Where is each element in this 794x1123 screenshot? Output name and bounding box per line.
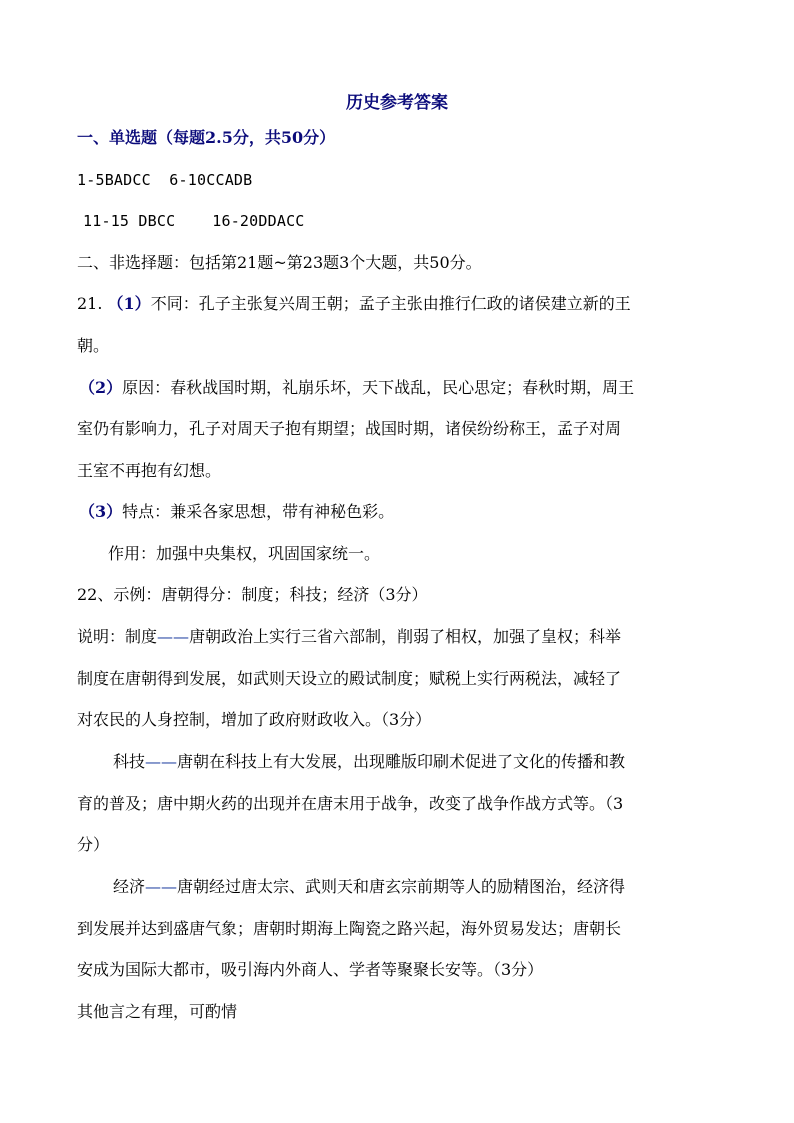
q22-dash-1: —— [157,627,190,646]
q22-tech-label: 科技 [113,752,146,771]
answers-row-1-text: 1-5BADCC 6-10CCADB [77,171,253,189]
q22-economy-text: 唐朝经过唐太宗、武则天和唐玄宗前期等人的励精图治，经济得 [177,877,626,896]
q21-part2-text: 原因：春秋战国时期，礼崩乐坏，天下战乱，民心思定；春秋时期，周王 [122,378,635,397]
q22-economy-label: 经济 [113,877,146,896]
q21-part1 [77,294,631,314]
q21-part3-mark: （3） [79,502,123,521]
q22-explanation-line3: 对农民的人身控制，增加了政府财政收入。（3分） [77,710,432,729]
q22-economy-line1 [113,877,625,897]
answers-row-1 [77,170,252,190]
answers-row-2-text: 11-15 DBCC 16-20DDACC [83,212,305,230]
q22-economy-line2: 到发展并达到盛唐气象；唐朝时期海上陶瓷之路兴起，海外贸易发达；唐朝长 [77,919,622,938]
q21-part1-text: 不同：孔子主张复兴周王朝；孟子主张由推行仁政的诸侯建立新的王 [150,294,631,313]
q21-part1-cont: 朝。 [77,336,110,355]
q21-number: 21. [77,294,103,313]
q22-dash-3: —— [145,877,178,896]
q21-part2 [79,378,634,398]
section2-heading: 二、非选择题：包括第21题~第23题3个大题，共50分。 [77,253,482,272]
q22-explanation-label: 说明：制度 [77,627,158,646]
q22-tech-line1 [113,752,625,772]
q22-explanation-line1 [77,627,621,647]
q21-part2-cont2: 王室不再抱有幻想。 [77,461,222,480]
q21-part2-mark: （2） [79,378,123,397]
q21-part2-cont1: 室仍有影响力，孔子对周天子抱有期望；战国时期，诸侯纷纷称王，孟子对周 [77,419,622,438]
section1-heading: 一、单选题（每题2.5分，共50分） [77,128,336,147]
answers-row-2 [83,211,305,231]
q22-intro: 22、示例：唐朝得分：制度；科技；经济（3分） [77,585,428,604]
page-title: 历史参考答案 [346,93,448,113]
q22-explanation-line2: 制度在唐朝得到发展，如武则天设立的殿试制度；赋税上实行两税法，减轻了 [77,669,622,688]
q21-part3-text: 特点：兼采各家思想，带有神秘色彩。 [122,502,395,521]
q22-tech-line3: 分） [77,835,110,854]
q22-economy-line3: 安成为国际大都市，吸引海内外商人、学者等聚聚长安等。（3分） [77,960,544,979]
q21-part3-effect: 作用：加强中央集权，巩固国家统一。 [108,544,381,563]
q22-explanation-text: 唐朝政治上实行三省六部制，削弱了相权，加强了皇权；科举 [189,627,622,646]
q21-part3 [79,502,394,522]
q22-tech-line2: 育的普及；唐中期火药的出现并在唐末用于战争，改变了战争作战方式等。（3 [77,794,624,813]
q22-dash-2: —— [145,752,178,771]
q21-part1-mark: （1） [107,294,151,313]
q22-closing-note: 其他言之有理，可酌情 [77,1002,238,1021]
q22-tech-text: 唐朝在科技上有大发展，出现雕版印刷术促进了文化的传播和教 [177,752,626,771]
